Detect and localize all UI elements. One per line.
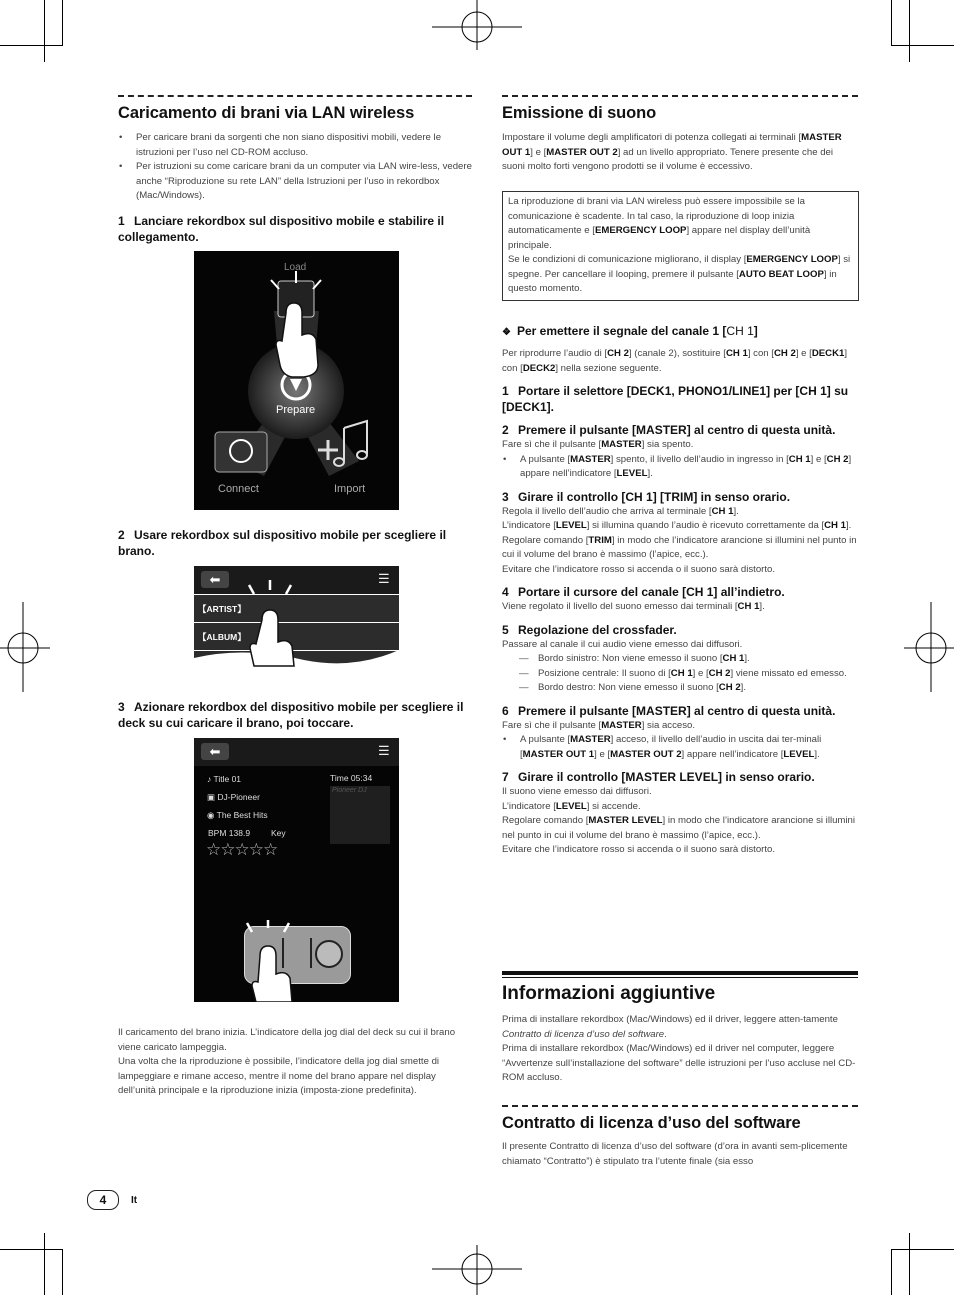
section-heading: Emissione di suono bbox=[502, 104, 657, 122]
step-5: 5 Regolazione del crossfader. bbox=[502, 622, 677, 637]
track-album: ◉ The Best Hits bbox=[207, 810, 268, 820]
thin-rule bbox=[502, 977, 858, 978]
bullet-item: • A pulsante [MASTER] acceso, il livello dell’audio in uscita dai ter-minali [MASTER OUT 1] e [MASTER OUT 2] appare nell’indicatore [LEVEL]. bbox=[502, 733, 858, 762]
crop-mark bbox=[44, 1233, 45, 1295]
bullet-item: • Per caricare brani da sorgenti che non siano dispositivi mobili, vedere le istruzioni per l’uso nel CD-ROM accluso. bbox=[118, 131, 472, 160]
crop-mark bbox=[909, 0, 910, 62]
track-key: Key bbox=[271, 828, 286, 838]
step-text: Usare rekordbox sul dispositivo mobile per scegliere il brano. bbox=[118, 528, 447, 558]
app-screen-track bbox=[194, 738, 399, 1002]
crop-mark bbox=[62, 1249, 63, 1295]
crop-mark bbox=[892, 1249, 954, 1250]
crop-mark bbox=[891, 1249, 892, 1295]
rating-stars[interactable]: ☆☆☆☆☆ bbox=[206, 840, 278, 859]
crop-mark bbox=[0, 1249, 62, 1250]
step-number: 1 bbox=[118, 214, 125, 228]
track-artist: ▣ DJ-Pioneer bbox=[207, 792, 260, 802]
section-divider bbox=[502, 1105, 858, 1107]
step-2 bbox=[118, 527, 474, 559]
diamond-icon: ❖ bbox=[502, 327, 511, 338]
note-box: La riproduzione di brani via LAN wireless può essere impossibile se la comunicazione è scadente. In tal caso, la riproduzione di loop inizia automaticamente e [EMERGENCY LOOP] appare nel display dell’unità principale. Se le condizioni di comunicazione migliorano, il display [EMERGENCY LOOP] si spegne. Per cancellare il looping, premere il pulsante [AUTO BEAT LOOP] in questo momento. bbox=[502, 191, 859, 301]
heavy-rule bbox=[502, 971, 858, 975]
dash-item: — Bordo destro: Non viene emesso il suono [CH 2]. bbox=[502, 681, 858, 696]
import-label: Import bbox=[334, 483, 366, 495]
step-number: 3 bbox=[118, 700, 125, 714]
section-heading: Caricamento di brani via LAN wireless bbox=[118, 104, 415, 122]
step-1 bbox=[118, 213, 474, 245]
prepare-label: Prepare bbox=[276, 404, 316, 416]
step-7: 7 Girare il controllo [MASTER LEVEL] in senso orario. bbox=[502, 770, 815, 784]
person-icon: ▣ bbox=[207, 792, 218, 802]
crop-mark bbox=[44, 0, 45, 62]
registration-mark bbox=[432, 1245, 522, 1295]
app-screen-connect bbox=[194, 251, 399, 510]
step-text: Azionare rekordbox del dispositivo mobile per scegliere il deck su cui caricare il brano, poi toccare. bbox=[118, 700, 464, 730]
crop-mark bbox=[909, 1233, 910, 1295]
license-heading: Contratto di licenza d’uso del software bbox=[502, 1114, 801, 1132]
dash-item: — Bordo sinistro: Non viene emesso il suono [CH 1]. bbox=[502, 652, 858, 667]
page-number: 4 bbox=[87, 1190, 119, 1210]
back-button[interactable]: ⬅ bbox=[201, 571, 229, 588]
track-title: ♪ Title 01 bbox=[207, 774, 242, 784]
info-heading: Informazioni aggiuntive bbox=[502, 983, 716, 1004]
license-paragraph: Il presente Contratto di licenza d’uso del software (d’ora in avanti sem-plicemente chiamato “Contratto”) è stipulato tra l’utente finale (sia esso bbox=[502, 1141, 848, 1167]
step-number: 2 bbox=[118, 528, 125, 542]
track-time: Time 05:34 bbox=[330, 773, 373, 783]
intro-bullets bbox=[118, 131, 472, 204]
menu-icon: ☰ bbox=[378, 743, 390, 758]
load-label: Load bbox=[284, 262, 307, 273]
step-2: 2 Premere il pulsante [MASTER] al centro di questa unità. bbox=[502, 423, 836, 437]
artwork bbox=[330, 786, 390, 844]
crop-mark bbox=[0, 45, 62, 46]
note-icon: ♪ bbox=[207, 774, 214, 784]
bullet-item: • Per istruzioni su come caricare brani da un computer via LAN wire-less, vedere anche “Riproduzione su rete LAN” della Istruzioni per l’uso in rekordbox (Mac/Windows). bbox=[118, 160, 472, 204]
track-bpm: BPM 138.9 bbox=[208, 828, 251, 838]
step-1: 1 Portare il selettore [DECK1, PHONO1/LINE1] per [CH 1] su [DECK1]. bbox=[502, 384, 849, 414]
crop-mark bbox=[892, 45, 954, 46]
crop-mark bbox=[891, 0, 892, 46]
steps-block: Per riprodurre l’audio di [CH 2] (canale 2), sostituire [CH 1] con [CH 2] e [DECK1] con [DECK2] nella sezione seguente. 1 Portare il selettore [DECK1, PHONO1/LINE1] per [CH 1] su [DECK1]. 2 Premere il pulsante [MASTER] al centro di questa unità. Fare sì che il pulsante [MASTER] sia spento. • A pulsante [MASTER] spento, il livello dell’audio in ingresso in [CH 1] e [CH 2] appare nell’indicatore [LEVEL]. 3 Girare il controllo [CH 1] [TRIM] in senso orario. Regola il livello dell’audio che arriva al terminale [CH 1]. L’indicatore [LEVEL] si illumina quando l’audio è ricevuto correttamente da [CH 1]. Regolare comando [TRIM] in modo che l’indicatore arancione si illumini nel punto in cui il volume del brano è massimo (l’apice, ecc.). Evitare che l’indicatore rosso si accenda o il suono sarà distorto. 4 Portare il cursore del canale [CH 1] all’indietro. Viene regolato il livello del suono emesso dai terminali [CH 1]. 5 Regolazione del crossfader. Passare al canale il cui audio viene emesso dai diffusori. — Bordo sinistro: Non viene emesso il suono [CH 1]. — Posizione centrale: Il suono di [CH 1] e [CH 2] viene missato ed emesso. — Bordo destro: Non viene emesso il suono [CH 2]. 6 Premere il pulsante [MASTER] al centro di questa unità. Fare sì che il pulsante [MASTER] sia acceso. • A pulsante [MASTER] acceso, il livello dell’audio in uscita dai ter-minali [MASTER OUT 1] e [MASTER OUT 2] appare nell’indicatore [LEVEL]. 7 Girare il controllo [MASTER LEVEL] in senso orario. Il suono viene emesso dai diffusori. L’indicatore [LEVEL] si accende. Regolare comando [MASTER LEVEL] in modo che l’indicatore arancione si illumini nel punto in cui il volume del brano è massimo (l’apice, ecc.). Evitare che l’indicatore rosso si accenda o il suono sarà distorto. bbox=[502, 347, 858, 858]
list-row-label: 【ALBUM】 bbox=[198, 632, 246, 642]
hand-pointer-icon bbox=[246, 920, 306, 1002]
app-screen-graphic bbox=[194, 251, 399, 510]
paragraph: Una volta che la riproduzione è possibile, l’indicatore della jog dial smette di lampeggiare e rimane acceso, mentre il nome del brano appare nel display dell’unità principale e la riproduzione inizia (imposta-zione predefinita). bbox=[118, 1056, 440, 1096]
step-3 bbox=[118, 699, 474, 731]
sub-heading: ❖ Per emettere il segnale del canale 1 [CH 1] bbox=[502, 324, 758, 338]
paragraph: Il caricamento del brano inizia. L’indicatore della jog dial del deck su cui il brano viene caricato lampeggia. bbox=[118, 1027, 456, 1053]
dash-item: — Posizione centrale: Il suono di [CH 1] e [CH 2] viene missato ed emesso. bbox=[502, 667, 858, 682]
closing-paragraph bbox=[118, 1026, 474, 1099]
step-6: 6 Premere il pulsante [MASTER] al centro di questa unità. bbox=[502, 703, 836, 718]
registration-mark bbox=[904, 602, 954, 692]
app-screen-browse bbox=[194, 566, 399, 668]
section-divider bbox=[118, 95, 472, 97]
deck-2-button[interactable] bbox=[315, 940, 343, 968]
disc-icon: ◉ bbox=[207, 810, 217, 820]
crop-mark bbox=[62, 0, 63, 46]
step-4: 4 Portare il cursore del canale [CH 1] all’indietro. bbox=[502, 585, 785, 599]
section-divider bbox=[502, 95, 858, 97]
list-row-label: 【ARTIST】 bbox=[198, 604, 246, 614]
registration-mark bbox=[432, 0, 522, 50]
hand-pointer-icon bbox=[244, 580, 304, 668]
menu-icon: ☰ bbox=[378, 571, 390, 586]
intro-paragraph: Impostare il volume degli amplificatori di potenza collegati ai terminali [MASTER OUT 1] e [MASTER OUT 2] ad un livello appropriato. Tenere presente che dei suoni molto forti vengono prodotti se il volume è eccessivo. bbox=[502, 132, 842, 172]
artwork-brand: Pioneer DJ bbox=[332, 787, 367, 794]
connect-label: Connect bbox=[218, 483, 259, 495]
step-text: Lanciare rekordbox sul dispositivo mobile e stabilire il collegamento. bbox=[118, 214, 445, 244]
bullet-item: • A pulsante [MASTER] spento, il livello dell’audio in ingresso in [CH 1] e [CH 2] appare nell’indicatore [LEVEL]. bbox=[502, 453, 858, 482]
registration-mark bbox=[0, 602, 50, 692]
step-3: 3 Girare il controllo [CH 1] [TRIM] in senso orario. bbox=[502, 489, 791, 504]
back-button[interactable]: ⬅ bbox=[201, 743, 229, 760]
language-code: It bbox=[131, 1195, 138, 1206]
info-paragraph: Prima di installare rekordbox (Mac/Windows) ed il driver, leggere atten-tamente Contratto di licenza d’uso del software. Prima di installare rekordbox (Mac/Windows) ed il driver nel computer, leggere “Avvertenze sull’installazione del software” delle istruzioni per l’uso accluse nel CD-ROM accluso. bbox=[502, 1014, 856, 1083]
